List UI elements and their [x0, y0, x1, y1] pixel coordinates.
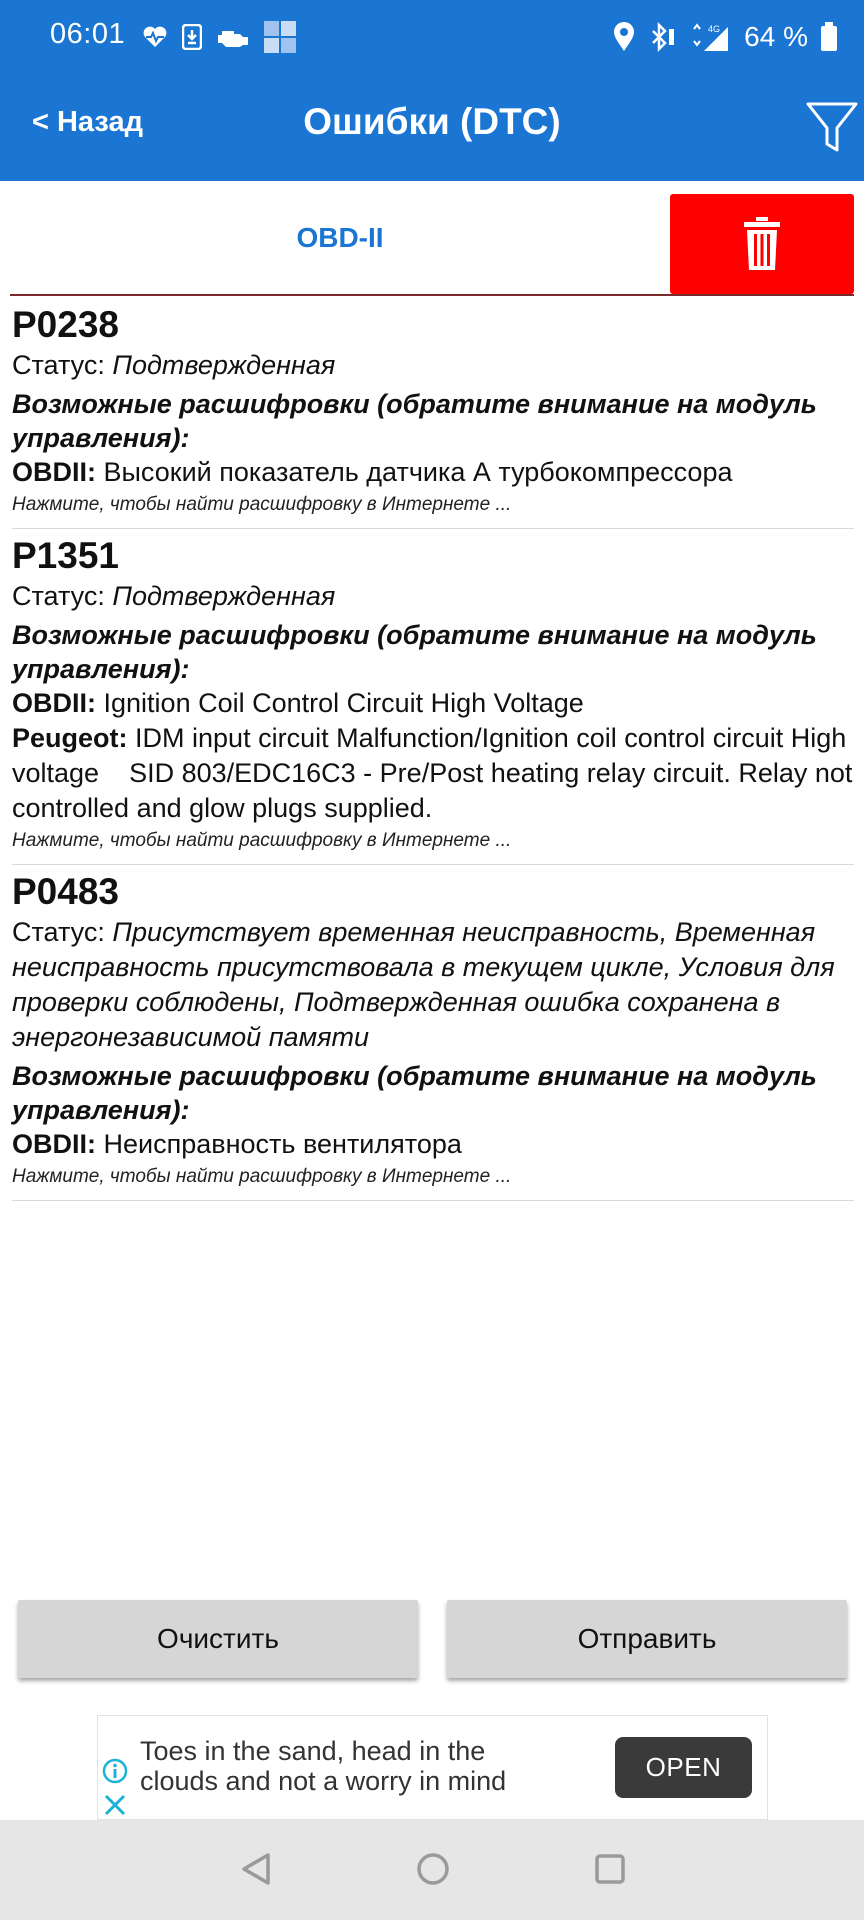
decode-text: Неисправность вентилятора — [103, 1129, 462, 1159]
dtc-list — [12, 298, 860, 1201]
location-icon — [612, 22, 636, 52]
status-time: 06:01 — [50, 18, 126, 50]
status-bar — [0, 0, 864, 76]
decode-maker: Peugeot: — [12, 723, 128, 753]
tab-obd-ii-label: OBD-II — [296, 222, 384, 253]
heart-pulse-icon — [142, 25, 168, 49]
app-icon — [264, 21, 296, 53]
dtc-status — [12, 348, 854, 383]
decode-text: Высокий показатель датчика А турбокомпрессора — [103, 457, 733, 487]
status-label: Статус: — [12, 581, 105, 611]
status-value: Подтвержденная — [112, 350, 336, 380]
home-circle-icon — [413, 1849, 453, 1889]
decodes-title: Возможные расшифровки (обратите внимание на модуль управления): — [12, 620, 817, 684]
decode-maker: OBDII: — [12, 688, 96, 718]
decode-entry — [12, 721, 860, 826]
network-type: 4G — [708, 24, 721, 34]
send-button[interactable]: Отправить — [447, 1600, 847, 1678]
search-online-hint[interactable]: Нажмите, чтобы найти расшифровку в Интернете ... — [12, 1166, 512, 1187]
ad-open-button[interactable]: OPEN — [615, 1737, 752, 1798]
app-bar — [0, 76, 864, 181]
decode-text: IDM input circuit Malfunction/Ignition coil control circuit High voltage SID 803/EDC16C3 - Pre/Post heating relay circuit. Relay not controlled and glow plugs supplied. — [12, 723, 860, 823]
battery-icon — [820, 22, 838, 52]
battery-percentage: 64 % — [744, 21, 808, 52]
status-right-icons — [612, 18, 838, 56]
dtc-item[interactable] — [12, 529, 860, 865]
filter-icon — [804, 94, 860, 158]
back-button[interactable]: < Назад — [32, 106, 143, 138]
dtc-code: P0238 — [12, 304, 119, 345]
status-label: Статус: — [12, 350, 105, 380]
dtc-item[interactable] — [12, 865, 854, 1201]
dtc-item[interactable] — [12, 298, 854, 529]
status-value: Присутствует временная неисправность, Временная неисправность присутствовала в текущем цикле, Условия для проверки соблюдены, Подтвержденная ошибка сохранена в энергонезависимой памяти — [12, 917, 835, 1052]
decode-maker: OBDII: — [12, 457, 96, 487]
decode-maker: OBDII: — [12, 1129, 96, 1159]
dtc-code: P0483 — [12, 871, 119, 912]
decode-entry — [12, 455, 854, 490]
decodes-title: Возможные расшифровки (обратите внимание на модуль управления): — [12, 1061, 817, 1125]
nav-recents-button[interactable] — [590, 1849, 630, 1894]
signal-4g-icon — [690, 21, 732, 53]
status-left-icons — [142, 18, 296, 56]
decode-entry — [12, 686, 854, 721]
decodes-title: Возможные расшифровки (обратите внимание на модуль управления): — [12, 389, 817, 453]
delete-button[interactable] — [670, 194, 854, 294]
ad-info-button[interactable] — [102, 1758, 128, 1789]
bluetooth-icon — [648, 22, 678, 52]
download-icon — [182, 24, 202, 50]
page-title: Ошибки (DTC) — [303, 101, 561, 142]
tab-underline — [10, 294, 854, 296]
status-label: Статус: — [12, 917, 105, 947]
back-triangle-icon — [236, 1849, 276, 1889]
info-icon — [102, 1758, 128, 1784]
tab-obd-ii[interactable] — [10, 181, 670, 295]
clear-button[interactable]: Очистить — [18, 1600, 418, 1678]
tab-bar — [0, 181, 864, 296]
filter-button[interactable] — [804, 94, 864, 164]
ad-close-button[interactable] — [102, 1792, 128, 1823]
decode-entry — [12, 1127, 854, 1162]
decode-text: Ignition Coil Control Circuit High Voltage — [103, 688, 584, 718]
close-icon — [102, 1792, 128, 1818]
system-nav-bar — [0, 1820, 864, 1920]
engine-icon — [216, 25, 250, 49]
ad-text: Toes in the sand, head in the clouds and not a worry in mind — [140, 1736, 507, 1796]
dtc-status — [12, 915, 854, 1055]
status-value: Подтвержденная — [112, 581, 336, 611]
search-online-hint[interactable]: Нажмите, чтобы найти расшифровку в Интернете ... — [12, 494, 512, 515]
nav-back-button[interactable] — [236, 1849, 276, 1894]
dtc-status — [12, 579, 854, 614]
dtc-code: P1351 — [12, 535, 119, 576]
trash-icon — [742, 217, 782, 271]
ad-banner[interactable] — [97, 1715, 768, 1820]
recents-square-icon — [590, 1849, 630, 1889]
nav-home-button[interactable] — [413, 1849, 453, 1894]
search-online-hint[interactable]: Нажмите, чтобы найти расшифровку в Интернете ... — [12, 830, 512, 851]
